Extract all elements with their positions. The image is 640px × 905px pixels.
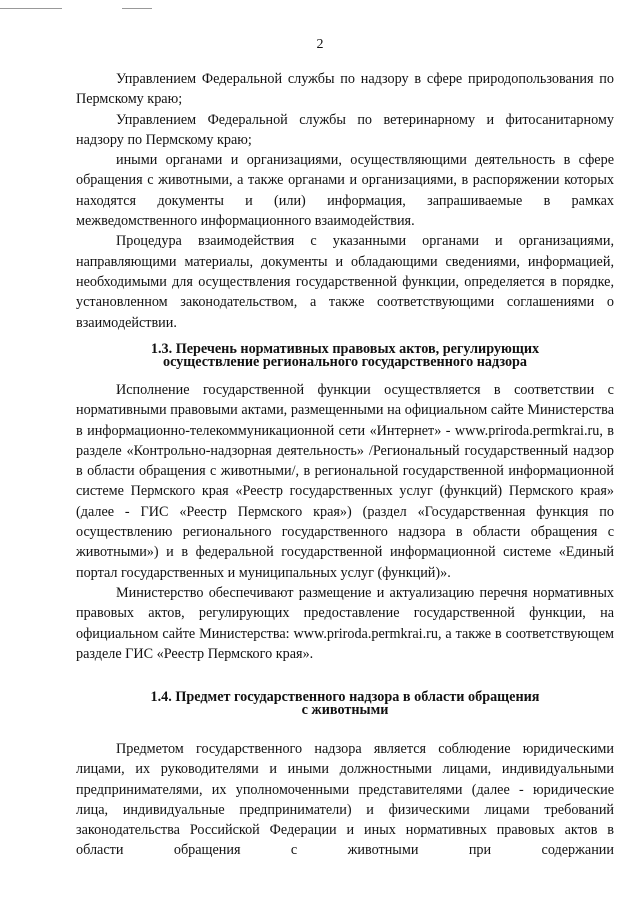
top-edge-rule xyxy=(0,8,62,9)
paragraph: иными органами и организациями, осуществляющими деятельность в сфере обращения с животными, а также органами и организациями, в распоряжении которых находятся документы и (или) информация, запрашиваемые в рамках межведомственного информационного взаимодействия. xyxy=(76,152,614,230)
paragraph: Процедура взаимодействия с указанными органами и организациями, направляющими материалы, документы и обладающими сведениями, информацией, необходимыми для осуществления государственной функции, определяется в порядке, установленном законодательством, а также соответствующими соглашениями о взаимодействии. xyxy=(76,233,614,331)
paragraph: Министерство обеспечивают размещение и актуализацию перечня нормативных правовых актов, регулирующих предоставление государственной функции, на официальном сайте Министерства: www.priroda.permkrai.ru, а также в соответствующем разделе ГИС «Реестр Пермского края». xyxy=(76,584,614,662)
page-number: 2 xyxy=(316,37,324,52)
section-1-4-body xyxy=(76,739,614,861)
section-heading-1-4 xyxy=(76,691,614,717)
heading-line: осуществление регионального государственного надзора xyxy=(162,354,528,370)
section-heading-1-3 xyxy=(76,343,614,369)
heading-line: 1.4. Предмет государственного надзора в области обращения xyxy=(150,689,540,705)
paragraph: Исполнение государственной функции осуществляется в соответствии с нормативными правовыми актами, размещенными на официальном сайте Министерства в информационно-телекоммуникационной сети «Интернет» - www.priroda.permkrai.ru, в разделе «Контрольно-надзорная деятельность» /Региональный государственный надзор в области обращения с животными/, в региональной государственной информационной системе Пермского края «Реестр государственных услуг (функций) Пермского края» (далее - ГИС «Реестр Пермского края») (раздел «Государственная функция по осуществлению регионального государственного надзора в области обращения с животными») и в федеральной государственной информационной системе «Единый портал государственных и муниципальных услуг (функций)». xyxy=(76,382,614,581)
heading-line: 1.3. Перечень нормативных правовых актов, регулирующих xyxy=(150,341,540,357)
section-1-3-body xyxy=(76,380,614,664)
intro-section xyxy=(76,69,614,333)
heading-line: с животными xyxy=(301,702,389,718)
top-edge-rule xyxy=(122,8,152,9)
paragraph: Управлением Федеральной службы по надзору в сфере природопользования по Пермскому краю; xyxy=(76,71,614,108)
paragraph: Управлением Федеральной службы по ветеринарному и фитосанитарному надзору по Пермскому краю; xyxy=(76,111,614,148)
paragraph: Предметом государственного надзора является соблюдение юридическими лицами, их руководителями и иными должностными лицами, индивидуальными предпринимателями, их уполномоченными представителями (далее - юридические лица, индивидуальные предприниматели) и физическими лицами требований законодательства Российской Федерации и иных нормативных правовых актов в области обращения с животными при содержании xyxy=(76,741,614,859)
